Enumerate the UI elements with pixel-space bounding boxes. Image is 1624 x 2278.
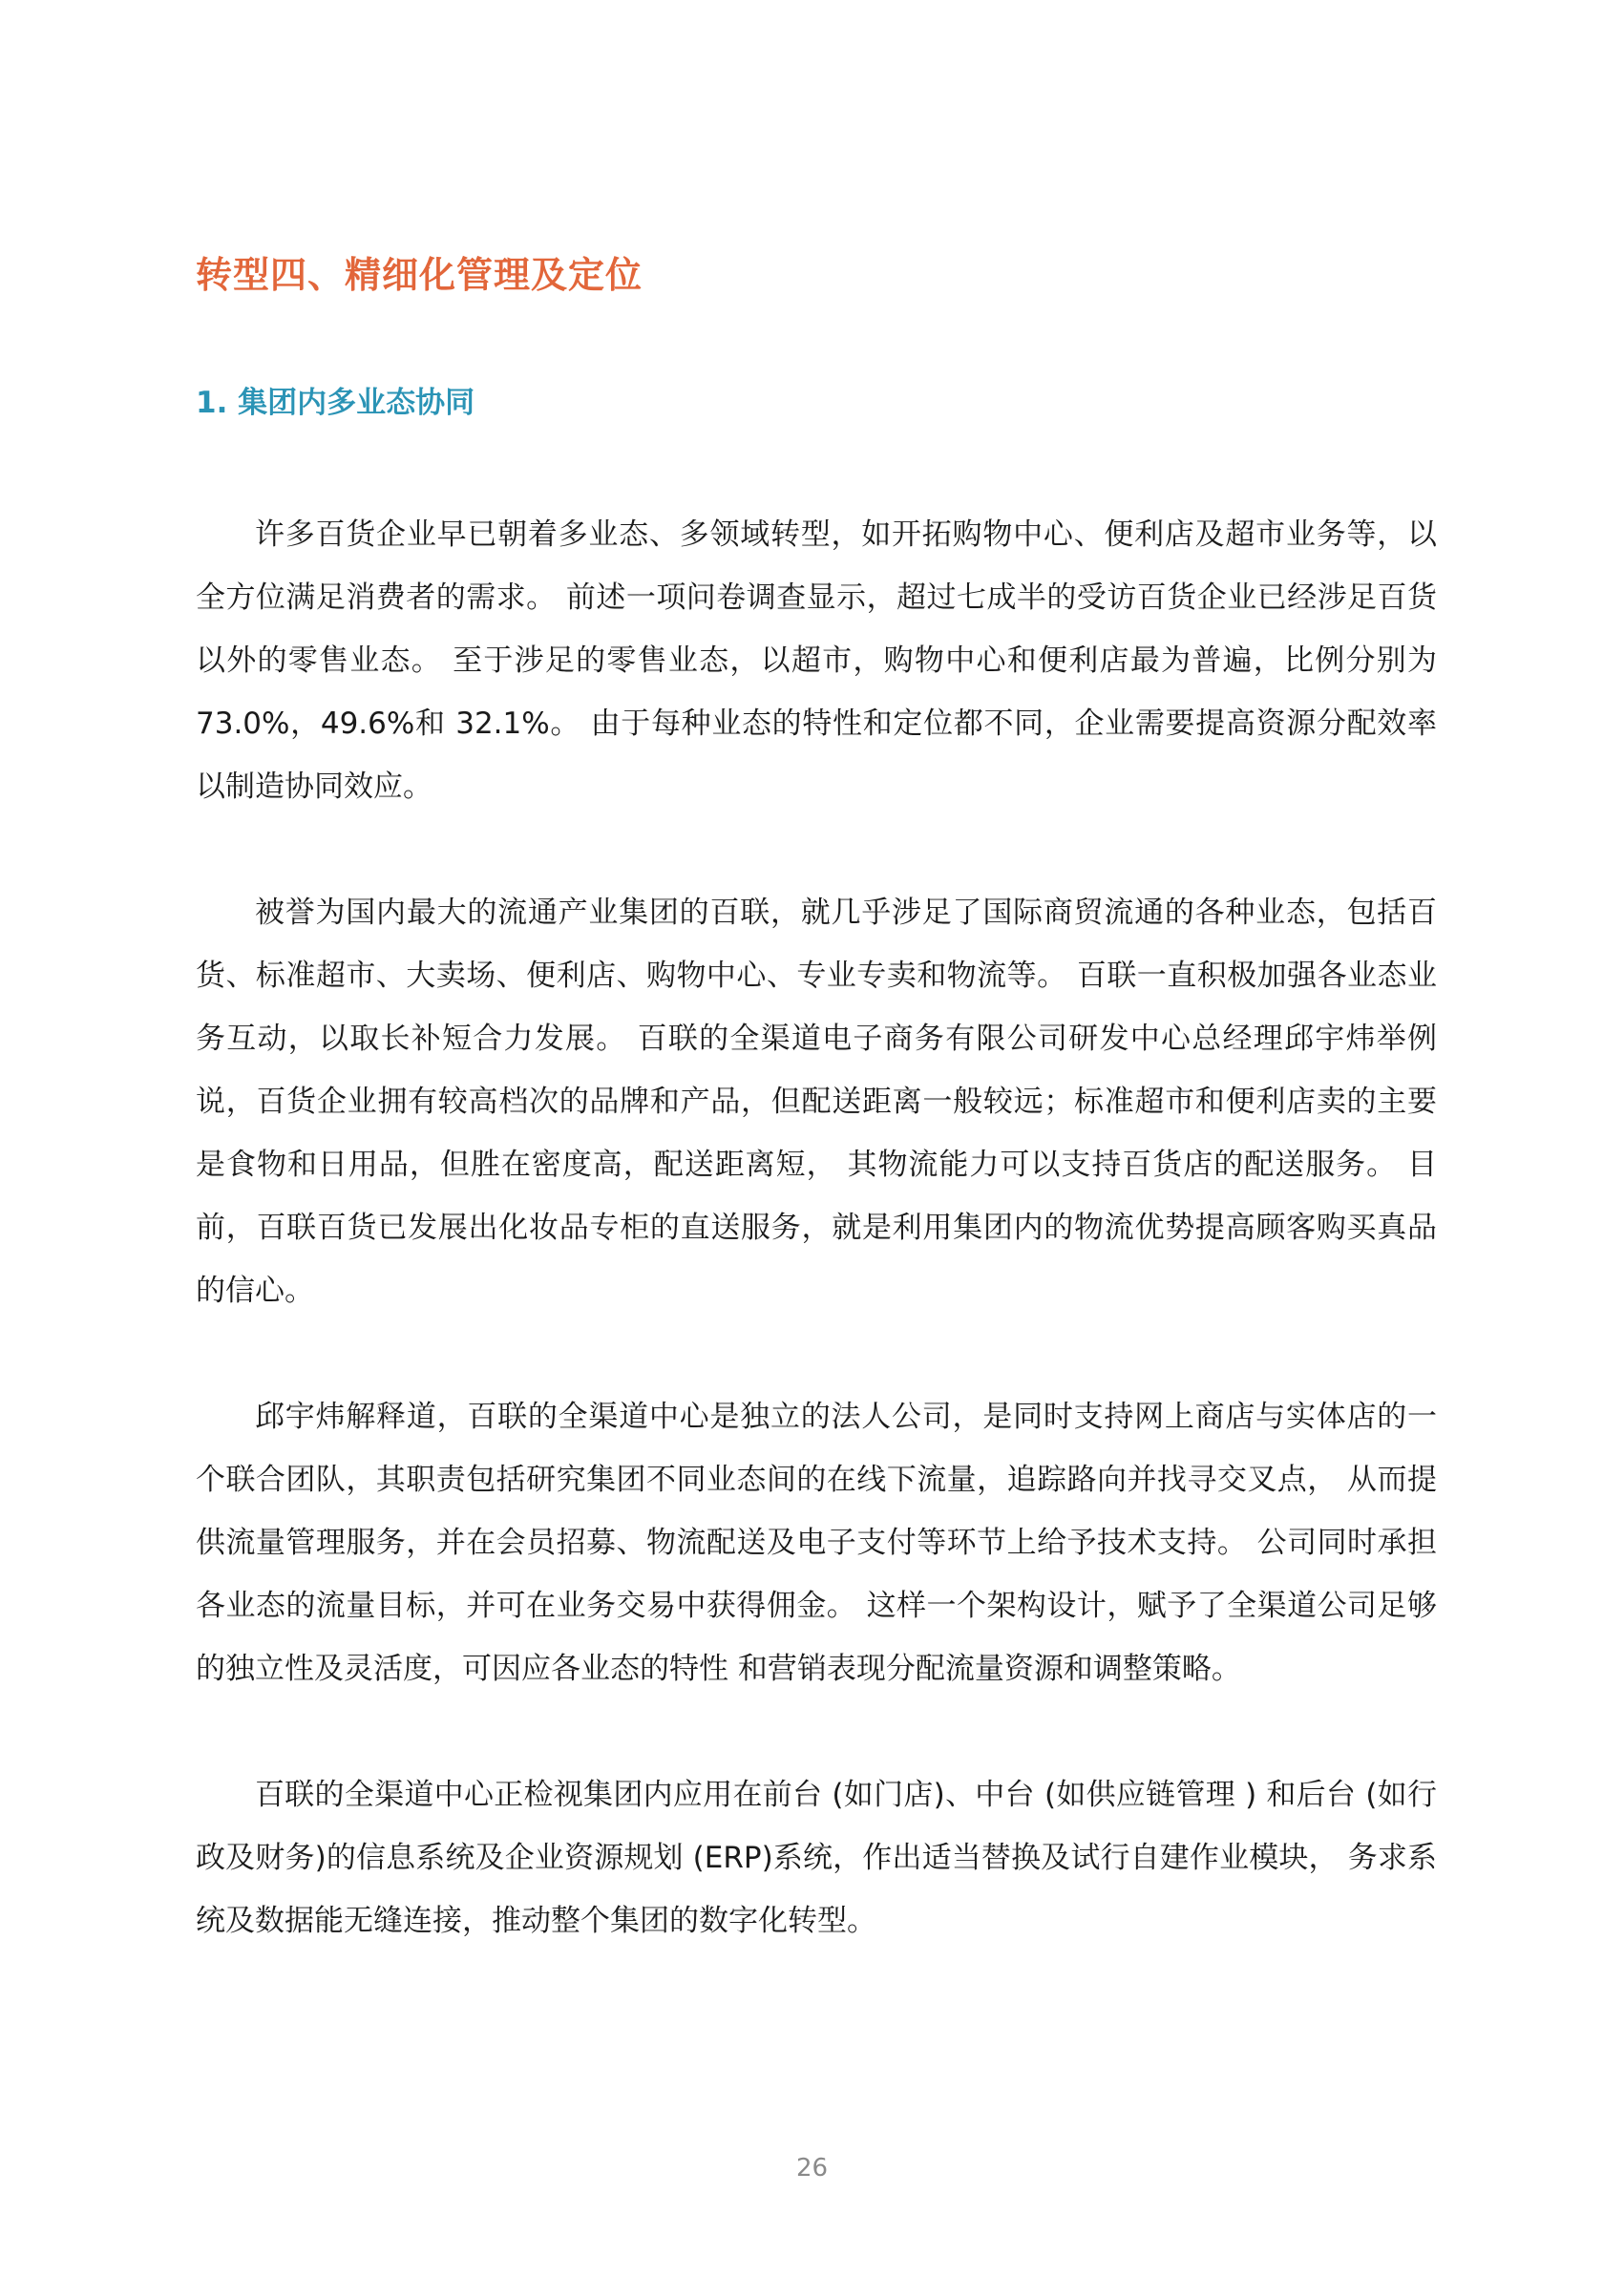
section-title: 1. 集团内多业态协同: [196, 386, 475, 420]
chapter-title: 转型四、精细化管理及定位: [196, 254, 643, 296]
paragraph: 百联的全渠道中心正检视集团内应用在前台 (如门店)、中台 (如供应链管理 ) 和后台 (如行政及财务)的信息系统及企业资源规划 (ERP)系统，作出适当替换及试行自建作业模块， 务求系统及数据能无缝连接，推动整个集团的数字化转型。: [196, 1778, 1437, 1938]
paragraph: 邱宇炜解释道，百联的全渠道中心是独立的法人公司，是同时支持网上商店与实体店的一个联合团队，其职责包括研究集团不同业态间的在线下流量，追踪路向并找寻交叉点， 从而提供流量管理服务，并在会员招募、物流配送及电子支付等环节上给予技术支持。 公司同时承担各业态的流量目标，并可在业务交易中获得佣金。 这样一个架构设计，赋予了全渠道公司足够的独立性及灵活度，可因应各业态的特性 和营销表现分配流量资源和调整策略。: [196, 1400, 1437, 1686]
paragraph: 许多百货企业早已朝着多业态、多领域转型，如开拓购物中心、便利店及超市业务等，以全方位满足消费者的需求。 前述一项问卷调查显示，超过七成半的受访百货企业已经涉足百货以外的零售业态。 至于涉足的零售业态，以超市，购物中心和便利店最为普遍，比例分别为 73.0%，49.6%和 32.1%。 由于每种业态的特性和定位都不同，企业需要提高资源分配效率以制造协同效应。: [196, 517, 1437, 804]
body-text: [196, 503, 1437, 2012]
page-number: 26: [795, 2154, 829, 2183]
paragraph: 被誉为国内最大的流通产业集团的百联，就几乎涉足了国际商贸流通的各种业态，包括百货、标准超市、大卖场、便利店、购物中心、专业专卖和物流等。 百联一直积极加强各业态业务互动，以取长补短合力发展。 百联的全渠道电子商务有限公司研发中心总经理邱宇炜举例说，百货企业拥有较高档次的品牌和产品，但配送距离一般较远；标准超市和便利店卖的主要是食物和日用品，但胜在密度高，配送距离短， 其物流能力可以支持百货店的配送服务。 目前，百联百货已发展出化妆品专柜的直送服务，就是利用集团内的物流优势提高顾客购买真品的信心。: [196, 896, 1437, 1308]
